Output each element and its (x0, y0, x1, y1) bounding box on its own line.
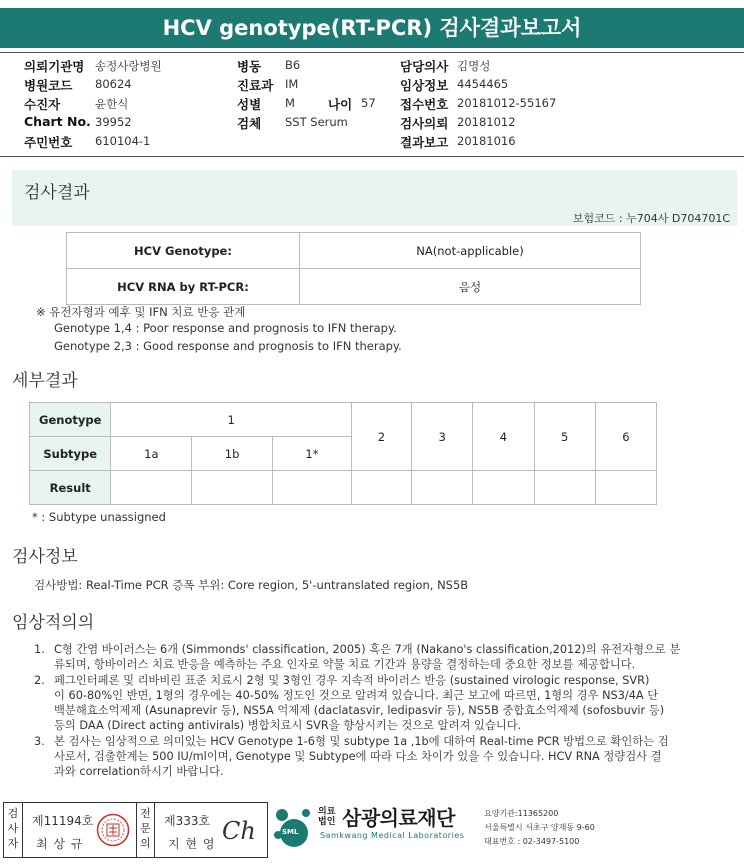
org-prefix-2: 법인 (318, 817, 336, 827)
detail-table (29, 402, 657, 505)
table-row (67, 269, 641, 305)
field-label: 검체 (237, 116, 262, 131)
clinical-item-number: 2. (34, 673, 45, 687)
age-label: 나이 (328, 97, 353, 112)
field-label: 담당의사 (400, 59, 449, 74)
field-value: M (285, 96, 295, 110)
rna-value: 음성 (300, 269, 641, 305)
org-prefix-1: 의료 (318, 807, 336, 817)
row-label-result: Result (30, 471, 111, 505)
clinical-item-line: 사로서, 검출한계는 500 IU/ml이며, Genotype 및 Subtype에 따라 다소 차이가 있을 수 있습니다. HCV RNA 정량검사 결 (54, 750, 662, 764)
clinical-item (34, 642, 734, 673)
clinical-item-line: 본 검사는 임상적으로 의미있는 HCV Genotype 1-6형 및 subtype 1a ,1b에 대하여 Real-time PCR 방법으로 확인하는 검 (54, 734, 669, 748)
subtype-cell: 1a (111, 437, 192, 471)
result-table (66, 232, 641, 305)
genotype-cell: 2 (351, 403, 411, 471)
sml-logo-text: SML (282, 828, 299, 836)
note-line: Genotype 1,4 : Poor response and prognosis to IFN therapy. (54, 321, 397, 335)
table-row (30, 471, 657, 505)
result-cell (273, 471, 352, 505)
genotype-cell: 3 (412, 403, 473, 471)
field-value: 80624 (95, 77, 132, 91)
field-label: 임상정보 (400, 78, 449, 93)
field-value: 송정사랑병원 (95, 59, 162, 73)
genotype-value: NA(not-applicable) (300, 233, 641, 269)
clinical-section-title: 임상적의의 (12, 613, 95, 633)
report-title: HCV genotype(RT-PCR) 검사결과보고서 (0, 8, 744, 48)
examiner-seal (96, 813, 130, 847)
result-cell (595, 471, 656, 505)
field-label: 병원코드 (24, 78, 73, 93)
field-label: 병동 (237, 59, 262, 74)
clinical-item (34, 734, 734, 780)
field-value: 20181016 (457, 134, 516, 148)
genotype-cell: 4 (473, 403, 534, 471)
specialist-label: 전문의 (136, 803, 155, 857)
field-label: 의뢰기관명 (24, 59, 85, 74)
field-label: 결과보고 (400, 135, 449, 150)
subtype-cell: 1* (273, 437, 352, 471)
field-label: 진료과 (237, 78, 274, 93)
field-value: 김명성 (457, 59, 491, 73)
org-prefix (318, 807, 335, 827)
field-value: 20181012 (457, 115, 516, 129)
field-label: 접수번호 (400, 97, 449, 112)
result-cell (111, 471, 192, 505)
patient-header (0, 54, 744, 154)
signature-box (3, 802, 268, 858)
rna-label: HCV RNA by RT-PCR: (67, 269, 300, 305)
genotype-cell: 5 (534, 403, 595, 471)
field-label: 수진자 (24, 97, 61, 112)
result-cell (412, 471, 473, 505)
field-value: 20181012-55167 (457, 96, 557, 110)
subtype-cell: 1b (192, 437, 273, 471)
field-value: SST Serum (285, 115, 348, 129)
clinical-item-line: 과와 correlation하시기 바랍니다. (54, 765, 224, 779)
row-label-genotype: Genotype (30, 403, 111, 437)
org-address: 서울특별시 서초구 양재동 9-60 (484, 823, 595, 832)
table-row (67, 233, 641, 269)
field-value: 윤한식 (95, 97, 129, 111)
clinical-item-number: 1. (34, 643, 45, 656)
insurance-code: 보험코드 : 누704사 D704701C (572, 212, 730, 225)
org-code: 요양기관:11365200 (484, 809, 559, 818)
method-text: 검사방법: Real-Time PCR 증폭 부위: Core region, 5'-untranslated region, NS5B (34, 578, 469, 592)
field-label: 성별 (237, 97, 262, 112)
genotype-1-cell: 1 (111, 403, 351, 437)
field-label: 검사의뢰 (400, 116, 449, 131)
org-phone: 대표번호 : 02-3497-5100 (484, 837, 580, 846)
specialist-id: 제333호 (164, 814, 211, 828)
note-heading: ※ 유전자형과 예후 및 IFN 치료 반응 관계 (36, 305, 246, 319)
clinical-list (34, 642, 734, 780)
table-row (30, 403, 657, 437)
result-section-title: 검사결과 (24, 183, 90, 203)
specialist-signature: Ch (222, 817, 256, 845)
field-value: 39952 (95, 115, 132, 129)
note-line: Genotype 2,3 : Good response and prognosis to IFN therapy. (54, 339, 402, 353)
examiner-name: 최 상 규 (36, 837, 84, 851)
field-value: 4454465 (457, 77, 509, 91)
clinical-item-line: 류되며, 항바이러스 치료 반응을 예측하는 주요 인자로 약물 치료 기간과 용량을 결정하는데 중요한 정보를 제공합니다. (54, 658, 636, 672)
examiner-label: 검사자 (4, 803, 23, 857)
clinical-item-line: 백분해효소억제제 (Asunaprevir 등), NS5A 억제제 (daclatasvir, ledipasvir 등), NS5B 중합효소억제제 (sofosbuvir 등) (54, 704, 665, 718)
result-cell (534, 471, 595, 505)
clinical-item-number: 3. (34, 734, 45, 748)
org-contact (484, 807, 595, 849)
field-value: IM (285, 77, 299, 91)
clinical-item-line: 이 60-80%인 반면, 1형의 경우에는 40-50% 정도인 것으로 알려져 있습니다. 최근 보고에 따르면, 1형의 경우 NS3/4A 단 (54, 688, 659, 702)
result-cell (473, 471, 534, 505)
detail-section-title: 세부결과 (12, 371, 78, 391)
sml-logo (272, 803, 314, 853)
clinical-item-line: C형 간염 바이러스는 6개 (Simmonds' classification, 2005) 혹은 7개 (Nakano's classification,2012)의 유전자형으로 분 (54, 643, 681, 656)
field-value: B6 (285, 58, 301, 72)
clinical-item (34, 673, 734, 734)
age-value: 57 (361, 96, 376, 110)
seal-icon (96, 813, 130, 847)
clinical-item-line: 등의 DAA (Direct acting antivirals) 병합치료시 SVR을 향상시키는 것으로 알려져 있습니다. (54, 719, 522, 733)
subtype-footnote: * : Subtype unassigned (32, 510, 166, 524)
result-cell (192, 471, 273, 505)
genotype-cell: 6 (595, 403, 656, 471)
specialist-name: 지 현 영 (168, 837, 216, 851)
row-label-subtype: Subtype (30, 437, 111, 471)
field-value: 610104-1 (95, 134, 151, 148)
field-label: 주민번호 (24, 135, 73, 150)
field-label: Chart No. (24, 114, 91, 129)
org-name: 삼광의료재단 (342, 806, 455, 830)
clinical-item-line: 페그인터페론 및 리바비린 표준 치료시 2형 및 3형인 경우 지속적 바이러스 반응 (sustained virologic response, SVR) (54, 673, 650, 687)
examiner-id: 제11194호 (32, 814, 94, 828)
result-cell (351, 471, 411, 505)
org-english-name: Samkwang Medical Laboratories (320, 831, 465, 840)
info-section-title: 검사정보 (12, 547, 78, 567)
genotype-label: HCV Genotype: (67, 233, 300, 269)
header-top-divider (0, 52, 744, 53)
header-bottom-divider (0, 156, 744, 157)
